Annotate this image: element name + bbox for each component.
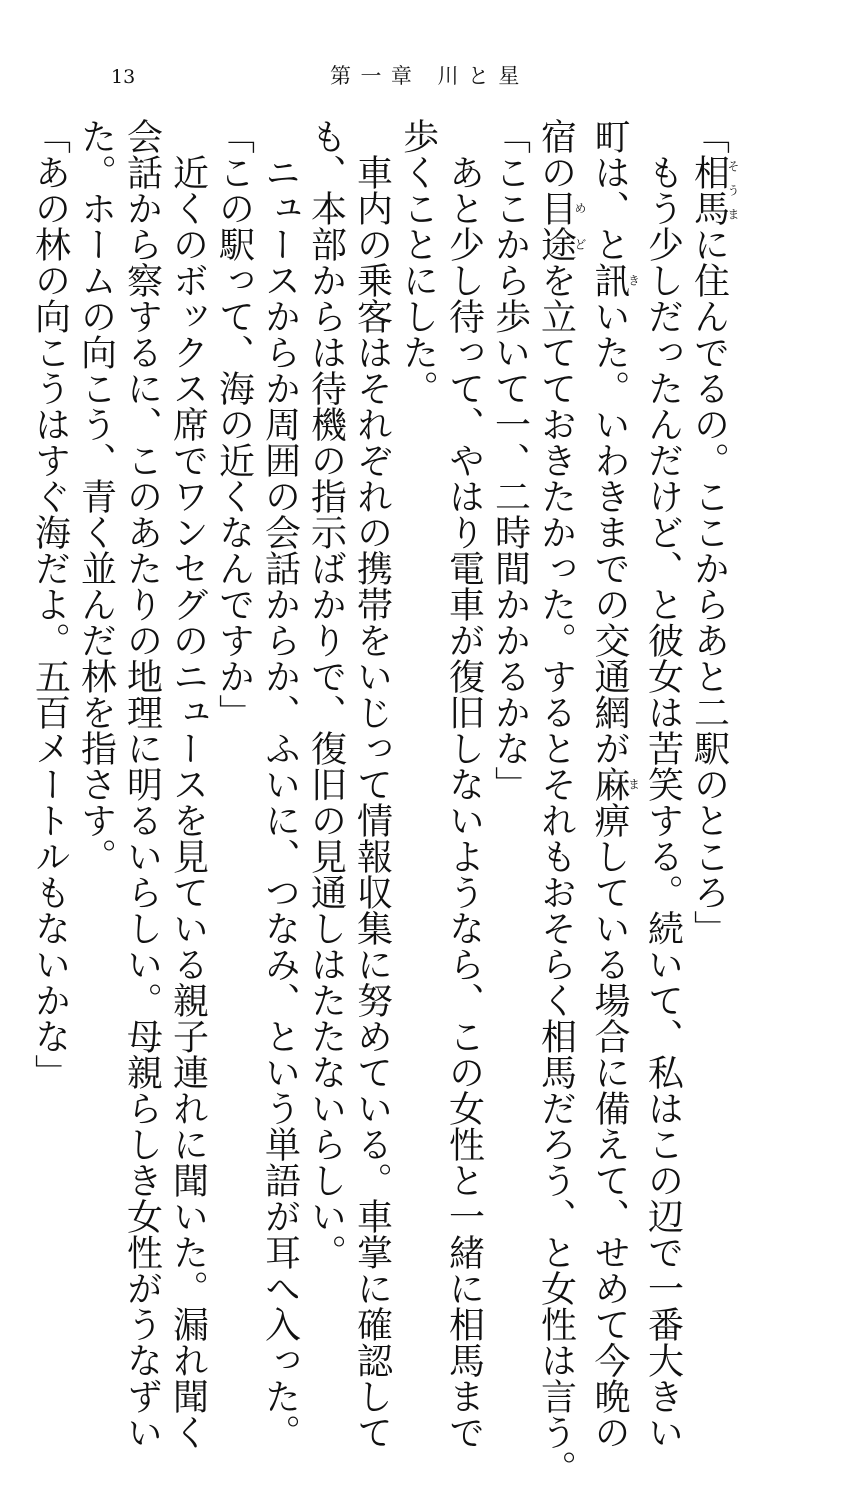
text-line-6: あと少し待って、やはり電車が復旧しないようなら、この女性と一緒に相馬まで (443, 118, 485, 1450)
text-line-10: ニュースからか周囲の会話からか、ふいに、つなみ、という単語が耳へ入った。 (259, 118, 301, 1450)
ruby-soma: 相馬そうま (688, 154, 740, 226)
page-number: 13 (111, 66, 136, 88)
text-line-9: も、本部からは待機の指示ばかりで、復旧の見通しはたたないらしい。 (305, 118, 347, 1270)
ruby-medo: 目途めど (535, 190, 587, 262)
text-line-14: た。ホームの向こう、青く並んだ林を指さす。 (75, 118, 117, 874)
text-line-13: 会話から察するに、このあたりの地理に明るいらしい。母親らしき女性がうなずい (121, 118, 163, 1450)
text-line-4: 宿の目途めどを立てておきたかった。するとそれもおそらく相馬だろう、と女性は言う。 (535, 118, 587, 1486)
opening-quote: 「 (688, 118, 730, 154)
ruby-ma: 麻ま (589, 766, 641, 802)
running-head: 第一章 川と星 (330, 64, 529, 88)
text-line-11: 「この駅って、海の近くなんですか」 (213, 118, 255, 730)
text-line-15: 「あの林の向こうはすぐ海だよ。五百メートルもないかな」 (29, 118, 71, 1090)
text-line-8: 車内の乗客はそれぞれの携帯をいじって情報収集に努めている。車掌に確認して (351, 118, 393, 1450)
text-line-5: 「ここから歩いて一、二時間かかるかな」 (489, 118, 531, 802)
line-1-text: に住んでるの。ここからあと二駅のところ」 (688, 226, 730, 946)
text-line-12: 近くのボックス席でワンセグのニュースを見ている親子連れに聞いた。漏れ聞く (167, 118, 209, 1450)
text-line-1 (686, 118, 740, 1158)
vertical-body-text (27, 118, 740, 1486)
text-line-3: 町は、と訊きいた。いわきまでの交通網が麻ま痹している場合に備えて、せめて今晩の (589, 118, 641, 1450)
ruby-kiita: 訊き (589, 262, 641, 298)
text-line-7: 歩くことにした。 (397, 118, 439, 406)
text-line-2: もう少しだったんだけど、と彼女は苦笑する。続いて、私はこの辺で一番大きい (642, 118, 684, 1450)
